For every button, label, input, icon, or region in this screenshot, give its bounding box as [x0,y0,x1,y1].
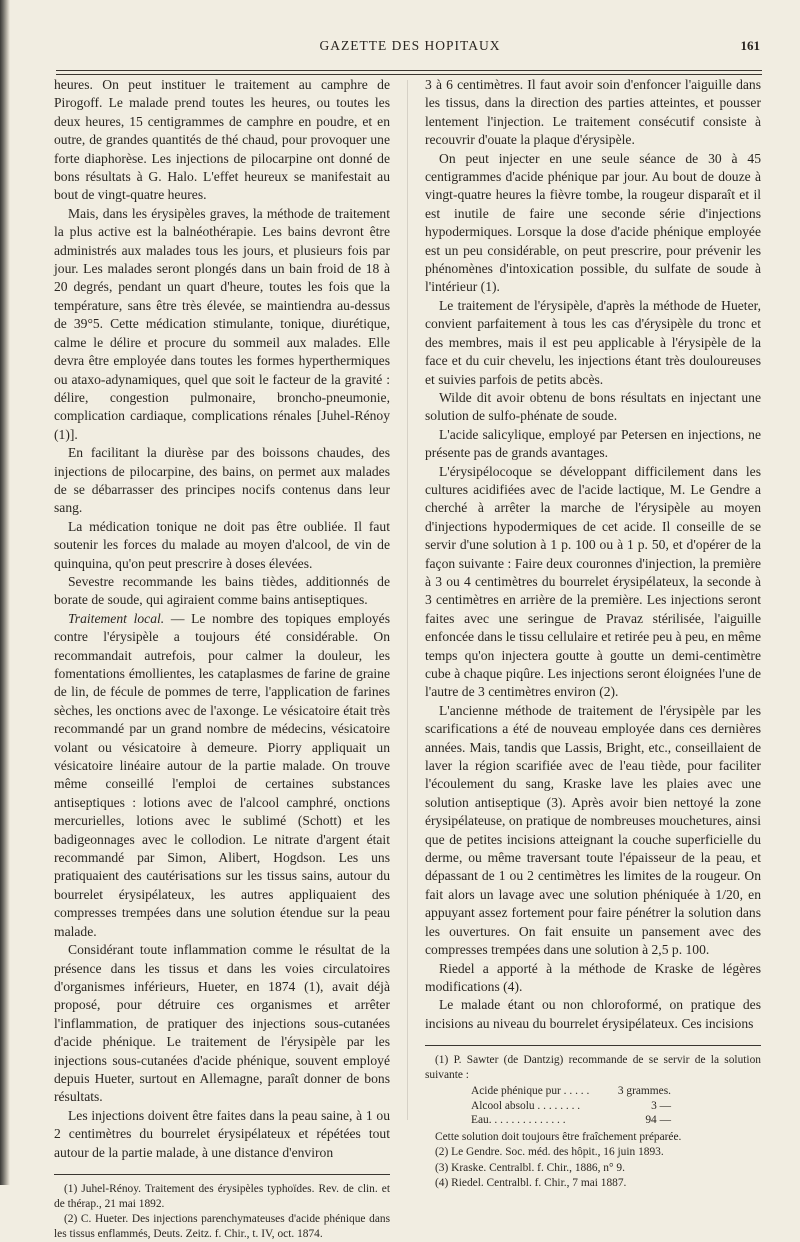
paragraph: Riedel a apporté à la méthode de Kraske de légères modifications (4). [425,960,761,994]
formula-amount: 3 — [651,1099,671,1112]
section-heading-inline: Traitement local. [68,610,165,626]
paragraph: Wilde dit avoir obtenu de bons résultats en injectant une solution de sulfo-phénate de soude. [425,389,761,424]
header-rule-top [56,70,762,71]
footnotes [54,1182,390,1241]
footnotes [425,1053,761,1191]
paragraph: La médication tonique ne doit pas être oubliée. Il faut soutenir les forces du malade au moyen d'alcool, de vin de quinquina, qu'on peut prescrire à doses élevées. [54,518,390,571]
formula-amount: 3 grammes. [617,1085,671,1098]
footnote: (1) P. Sawter (de Dantzig) recommande de se servir de la solution suivante : [425,1054,761,1081]
footnote: (3) Kraske. Centralbl. f. Chir., 1886, n° 9. [435,1161,625,1174]
paragraph: L'acide salicylique, employé par Petersen en injections, ne présente pas de grands avantages. [425,426,761,461]
formula-ingredient: Alcool absolu . . . . . . . . [471,1099,581,1112]
formula-table [471,1084,671,1127]
formula-row [471,1084,671,1098]
footnote: (1) Juhel-Rénoy. Traitement des érysipèles typhoïdes. Rev. de clin. et de thérap., 21 mai 1892. [54,1182,390,1210]
paragraph: On peut injecter en une seule séance de 30 à 45 centigrammes d'acide phénique par jour. Au bout de douze à vingt-quatre heures la fièvre tombe, la rougeur disparaît et il est inutile de faire une seconde série d'injections hypodermiques. Lorsque la dose d'acide phénique employée est un peu considérable, on peut prescrire, pour prévenir les phénomènes d'intoxication possible, du sulfate de soude à l'intérieur (1). [425,150,761,295]
column-divider [407,80,408,1120]
running-head [60,38,760,60]
paragraph: heures. On peut instituer le traitement au camphre de Pirogoff. Le malade prend toutes les heures, ou toutes les deux heures, 15 centigrammes de camphre en poudre, et en outre, de grandes quantités de thé chaud, pour provoquer une forte diaphorèse. Les injections de pilocarpine ont donné de bons résultats à G. Halo. L'effet heureux se manifestait au bout de vingt-quatre heures. [54,77,390,203]
left-column [54,76,390,1242]
footnote-rule [425,1045,761,1046]
paragraph-local-treatment: Traitement local. — Le nombre des topiques employés contre l'érysipèle a toujours été considérable. On recommandait autrefois, pour calmer la douleur, les fomentations émollientes, les cataplasmes de farine de graine de lin, de fécule de pommes de terre, l'application de farines sèches, les onctions avec de l'axonge. Le vésicatoire était très recommandé par un grand nombre de médecins, vésicatoire volant ou vésicatoire à demeure. Piorry appliquait un vésicatoire linéaire autour de la partie malade. On trouve même conseillé l'emploi de certaines substances antiseptiques : lotions avec de l'alcool camphré, onctions mercurielles, lotions avec le sublimé (Schott) et les badigeonnages avec le collodion. Le nitrate d'argent était recommandé par Simon, Alibert, Hogdson. Les uns pratiquaient des cautérisations sur les tissus sains, autour du bourrelet érysipélateux, les autres appliquaient des compresses trempées dans une solution étendue sur la peau malade. [54,610,390,939]
paragraph: En facilitant la diurèse par des boissons chaudes, des injections de pilocarpine, des bains, on permet aux malades de se débarrasser des principes nocifs contenus dans leur sang. [54,445,390,516]
footnote: (2) C. Hueter. Des injections parenchymateuses d'acide phénique dans les tissus enflammés, Deuts. Zeitz. f. Chir., t. IV, oct. 1874. [54,1213,390,1240]
running-title: GAZETTE DES HOPITAUX [319,38,501,53]
paragraph: L'ancienne méthode de traitement de l'érysipèle par les scarifications a été de nouveau employée dans ces dernières années. Mais, tandis que Lassis, Bright, etc., conseillaient de laver la région scarifiée avec de l'eau tiède, pour faciliter l'écoulement du sang, Kraske lave les plaies avec une solution antiseptique (3). Après avoir bien nettoyé la zone érysipélateuse, on pratique de nombreuses mouchetures, ainsi que de petites incisions atteignant la couche superficielle du derme, ou même traversant toute l'épaisseur de la peau, et dépassant de 1 ou 2 centimètres les limites de la rougeur. On fait alors un lavage avec une solution phéniquée à 1/20, en appuyant assez fortement pour faire pénétrer la solution dans les ouvertures. On fait ensuite un pansement avec des compresses trempées dans une solution à 2,5 p. 100. [425,702,761,958]
formula-amount: 94 — [645,1114,671,1127]
paragraph: Les injections doivent être faites dans la peau saine, à 1 ou 2 centimètres du bourrelet érysipélateux et répétées tout autour de la partie malade, à une distance d'environ [54,1107,390,1160]
header-rule-bottom [56,74,762,75]
paragraph: Mais, dans les érysipèles graves, la méthode de traitement la plus active est la balnéothérapie. Les bains devront être administrés aux malades tous les jours, et plusieurs fois par jour. Les malades seront plongés dans un bain froid de 18 à 20 degrés, pendant un quart d'heure, toutes les fois que la température, sans être très élevée, se maintiendra au-dessus de 39°5. Cette médication stimulante, tonique, diurétique, calme le délire et procure du sommeil aux malades. Elle devra être employée dans toutes les formes hyperthermiques ou ataxo-adynamiques, quel que soit le facteur de la gravité : délire, congestion pulmonaire, broncho-pneumonie, complication cardiaque, complications rénales [Juhel-Rénoy (1)]. [54,205,390,442]
footnote-rule [54,1174,390,1175]
right-column [425,76,761,1192]
paragraph: Considérant toute inflammation comme le résultat de la présence dans les tissus et dans les voies circulatoires d'organismes inférieurs, Hueter, en 1874 (1), avait déjà proposé, pour détruire ces organismes et arrêter l'inflammation, de pratiquer des injections sous-cutanées d'acide phénique. Le traitement de l'érysipèle par les injections sous-cutanées d'acide phénique, souvent employé depuis Hueter, surtout en Allemagne, paraît donner de bons résultats. [54,942,390,1105]
paragraph: Le traitement de l'érysipèle, d'après la méthode de Hueter, convient parfaitement à tous les cas d'érysipèle du tronc et des membres, mais il est peu applicable à l'érysipèle de la face et du cuir chevelu, les injections étant très douloureuses et suivies parfois de petits abcès. [425,297,761,387]
paragraph: Le malade étant ou non chloroformé, on pratique des incisions au niveau du bourrelet érysipélateux. Ces incisions [425,997,761,1031]
formula-row [471,1099,671,1113]
page-binding-edge [0,0,10,1185]
paragraph: 3 à 6 centimètres. Il faut avoir soin d'enfoncer l'aiguille dans les tissus, dans la direction des parties atteintes, et pousser lentement l'injection. Le traitement consécutif consiste à recouvrir d'ouate la plaque d'érysipèle. [425,77,761,148]
paragraph: L'érysipélocoque se développant difficilement dans les cultures acidifiées avec de l'acide lactique, M. Le Gendre a cherché à arrêter la marche de l'érysipèle au moyen d'injections hypodermiques de cet acide. Il conseille de se servir d'une solution à 1 p. 100 ou à 1 p. 50, et d'opérer de la façon suivante : Faire deux couronnes d'injection, la première à 3 ou 4 centimètres du bourrelet érysipélateux, la seconde à 3 centimètres en arrière de la première. Les injections seront faites avec une seringue de Pravaz stérilisée, l'aiguille enfoncée dans le tissu cellulaire et retirée peu à peu, en même temps qu'on injectera goutte à goutte un demi-centimètre cube à chaque piqûre. Les injections seront éloignées l'une de l'autre de 3 centimètres environ (2). [425,463,761,700]
formula-ingredient: Acide phénique pur . . . . . [471,1085,590,1098]
formula-row [471,1113,671,1127]
page-number: 161 [740,38,760,53]
formula-ingredient: Eau. . . . . . . . . . . . . . [471,1114,566,1127]
footnote: (4) Riedel. Centralbl. f. Chir., 7 mai 1887. [435,1177,627,1190]
footnote: Cette solution doit toujours être fraîchement préparée. [435,1130,682,1143]
footnote: (2) Le Gendre. Soc. méd. des hôpit., 16 juin 1893. [435,1146,664,1159]
paragraph: Sevestre recommande les bains tièdes, additionnés de borate de soude, qui agiraient comme bains antiseptiques. [54,573,390,608]
